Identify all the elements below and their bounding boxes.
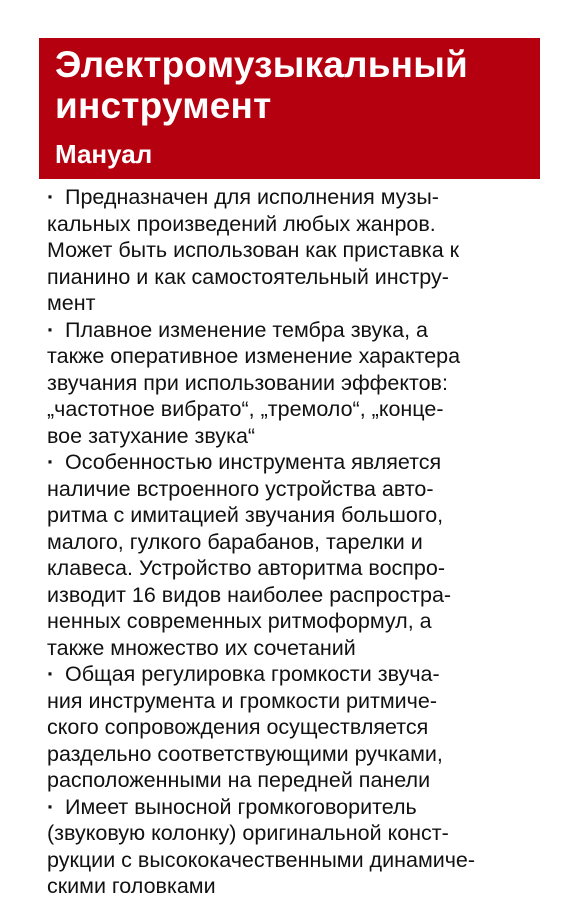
paragraph-line: Особенностью инструмента является [65, 450, 442, 474]
paragraph-line: раздельно соответствующими ручками, [47, 741, 443, 766]
feature-paragraph [47, 661, 547, 794]
paragraph-line: рукции с высококачественными динамиче- [47, 847, 476, 872]
title-line: Электромузыкальный [55, 44, 468, 85]
bullet-marker: · [47, 662, 55, 686]
paragraph-line: малого, гулкого барабанов, тарелки и [47, 529, 423, 554]
paragraph-line: кальных произведений любых жанров. [47, 211, 436, 236]
paragraph-line: Имеет выносной громкоговоритель [65, 794, 417, 819]
feature-paragraph [47, 184, 547, 317]
page-subtitle: Мануал [55, 139, 153, 169]
paragraph-line: пианино и как самостоятельный инстру- [47, 264, 449, 289]
paragraph-line: Предназначен для исполнения музы- [65, 185, 439, 209]
paragraph-line: расположенными на передней панели [47, 768, 431, 792]
paragraph-line: ритма с имитацией звучания большого, [47, 503, 444, 527]
paragraph-line: „частотное вибрато“, „тремоло“, „конце- [47, 397, 444, 421]
paragraph-line: мент [47, 291, 96, 315]
paragraph-line: Плавное изменение тембра звука, а [65, 317, 428, 342]
feature-paragraph [47, 794, 547, 900]
paragraph-line: наличие встроенного устройства авто- [47, 476, 434, 501]
paragraph-line: (звуковую колонку) оригинальной конст- [47, 821, 449, 845]
paragraph-line: скими головками [47, 874, 216, 898]
page-title [55, 44, 540, 126]
feature-paragraph [47, 449, 547, 661]
header-banner [39, 38, 540, 179]
bullet-marker: · [47, 450, 55, 474]
paragraph-line: изводит 16 видов наиболее распростра- [47, 582, 452, 607]
paragraph-line: ния инструмента и громкости ритмиче- [47, 688, 437, 713]
paragraph-line: вое затухание звука“ [47, 423, 256, 448]
title-line: инструмент [55, 85, 272, 126]
paragraph-line: Может быть использован как приставка к [47, 238, 460, 262]
paragraph-line: также оперативное изменение характера [47, 344, 461, 368]
paragraph-line: ского сопровождения осуществляется [47, 715, 429, 739]
description-body [47, 184, 547, 900]
bullet-marker: · [47, 794, 55, 819]
paragraph-line: Общая регулировка громкости звуча- [65, 662, 440, 686]
feature-paragraph [47, 317, 547, 450]
bullet-marker: · [47, 317, 55, 342]
paragraph-line: звучания при использовании эффектов: [47, 370, 448, 395]
bullet-marker: · [47, 185, 55, 209]
paragraph-line: клавеса. Устройство авторитма воспро- [47, 556, 445, 580]
paragraph-line: ненных современных ритмоформул, а [47, 609, 432, 633]
paragraph-line: также множество их сочетаний [47, 635, 356, 660]
